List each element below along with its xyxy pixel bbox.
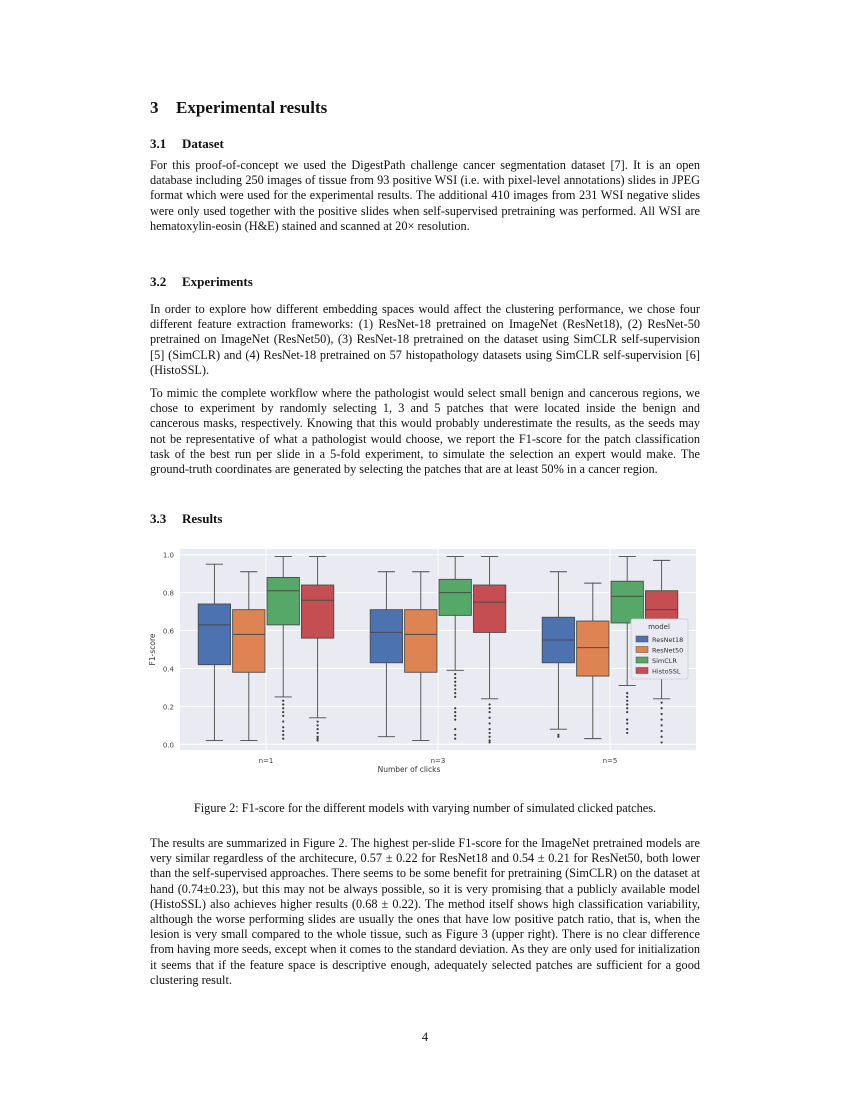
section-heading xyxy=(150,98,327,118)
y-tick-label: 0.0 xyxy=(162,741,174,750)
subsection-number: 3.2 xyxy=(150,274,167,289)
legend-swatch xyxy=(636,668,648,674)
box-flier xyxy=(282,715,284,717)
box-simclr xyxy=(439,579,471,615)
subsection-title: Results xyxy=(182,511,223,526)
box-flier xyxy=(661,701,663,703)
box-resnet50 xyxy=(233,610,265,673)
paragraph-results: The results are summarized in Figure 2. The highest per-slide F1-score for the ImageNet pretrained models are very similar regardless of the architecure, 0.57 ± 0.22 for ResNet18 and 0.54 ± 0.21 for ResNet50, both lower than the self-supervised approaches. There seems to be some benefit for pretraining (SimCLR) on the dataset at hand (0.74±0.23), but this may not be always possible, so it is very promising that a publicly available model (HistoSSL) also achieves higher results (0.68 ± 0.22). The method itself shows high classification variability, although the worse performing slides are usually the ones that have low positive patch ratio, that is, when the lesion is very small compared to the whole tissue, such as Figure 3 (upper right). There is no clear difference from having more seeds, except when it comes to the standard deviation. As they are only used for initialization it seems that if the feature space is descriptive enough, adequately selected patches are sufficient for a good clustering result. xyxy=(150,836,700,987)
box-flier xyxy=(626,700,628,702)
box-flier xyxy=(489,741,491,743)
paragraph-dataset: For this proof-of-concept we used the DigestPath challenge cancer segmentation dataset [7]. It is an open database including 250 images of tissue from 93 positive WSI (i.e. with pixel-level annotations) slides in JPEG format which were used for the experimental results. The additional 410 images from 231 WSI negative slides were only used together with the positive slides when self-supervised pretraining was performed. All WSI are hematoxylin-eosin (H&E) stained and scanned at 20× resolution. xyxy=(150,158,700,233)
box-resnet50 xyxy=(405,610,437,673)
box-flier xyxy=(626,703,628,705)
box-flier xyxy=(661,730,663,732)
boxplot-chart xyxy=(143,545,698,777)
box-flier xyxy=(557,736,559,738)
box-flier xyxy=(626,711,628,713)
box-flier xyxy=(454,738,456,740)
box-flier xyxy=(454,711,456,713)
legend-label: ResNet50 xyxy=(652,646,684,655)
y-tick-label: 0.4 xyxy=(162,665,174,674)
legend-label: HistoSSL xyxy=(652,667,681,676)
subsection-title: Experiments xyxy=(182,274,253,289)
box-flier xyxy=(282,711,284,713)
box-flier xyxy=(489,739,491,741)
subsection-heading-results xyxy=(150,511,222,527)
legend-swatch xyxy=(636,647,648,653)
box-flier xyxy=(454,673,456,675)
box-simclr xyxy=(611,581,643,623)
box-flier xyxy=(317,720,319,722)
legend-swatch xyxy=(636,636,648,642)
subsection-heading-dataset xyxy=(150,136,224,152)
box-flier xyxy=(282,734,284,736)
box-flier xyxy=(661,707,663,709)
legend-title: model xyxy=(648,623,670,631)
subsection-number: 3.1 xyxy=(150,136,167,151)
subsection-title: Dataset xyxy=(182,136,224,151)
box-flier xyxy=(454,734,456,736)
box-flier xyxy=(489,732,491,734)
box-flier xyxy=(317,724,319,726)
box-flier xyxy=(454,719,456,721)
y-tick-label: 0.6 xyxy=(162,627,174,636)
paragraph-experiments-1: In order to explore how different embedding spaces would affect the clustering performance, we chose four different feature extraction frameworks: (1) ResNet-18 pretrained on ImageNet (ResNet18), (2) ResNet-50 pretrained on ImageNet (ResNet50), (3) ResNet-18 pretrained on the dataset using SimCLR self-supervision [5] (SimCLR) and (4) ResNet-18 pretrained on 57 histopathology datasets using SimCLR self-supervision [6] (HistoSSL). xyxy=(150,302,700,377)
box-flier xyxy=(282,726,284,728)
box-flier xyxy=(454,696,456,698)
box-flier xyxy=(626,728,628,730)
box-flier xyxy=(282,738,284,740)
legend-label: ResNet18 xyxy=(652,636,684,644)
box-flier xyxy=(661,724,663,726)
box-flier xyxy=(489,711,491,713)
box-flier xyxy=(557,734,559,736)
box-flier xyxy=(626,732,628,734)
box-flier xyxy=(626,722,628,724)
box-flier xyxy=(317,732,319,734)
section-number: 3 xyxy=(150,98,159,117)
box-flier xyxy=(661,741,663,743)
box-histossl xyxy=(301,585,333,638)
page-number: 4 xyxy=(421,1030,429,1044)
box-flier xyxy=(626,696,628,698)
box-flier xyxy=(489,707,491,709)
box-flier xyxy=(489,703,491,705)
box-flier xyxy=(454,728,456,730)
box-simclr xyxy=(267,577,299,624)
section-title: Experimental results xyxy=(176,98,328,117)
y-tick-label: 0.8 xyxy=(162,589,174,598)
box-flier xyxy=(282,720,284,722)
legend-label: SimCLR xyxy=(652,657,677,665)
y-tick-label: 1.0 xyxy=(162,551,174,560)
figure-2 xyxy=(143,545,698,777)
box-flier xyxy=(282,700,284,702)
box-flier xyxy=(454,684,456,686)
box-flier xyxy=(454,681,456,683)
box-flier xyxy=(454,715,456,717)
paragraph-experiments-2: To mimic the complete workflow where the pathologist would select small benign and cancerous regions, we chose to experiment by randomly selecting 1, 3 and 5 patches that were located inside the benign and cancerous masks, respectively. Knowing that this would probably underestimate the results, as the seeds may not be representative of what a pathologist would choose, we report the F1-score for the patch classification task of the best run per slide in a 5-fold experiment, to simulate the selection an expert would make. The ground-truth coordinates are generated by selecting the patches that are at least 50% in a cancer region. xyxy=(150,386,700,477)
subsection-number: 3.3 xyxy=(150,511,167,526)
box-flier xyxy=(489,728,491,730)
box-flier xyxy=(317,728,319,730)
box-flier xyxy=(317,738,319,740)
box-flier xyxy=(454,688,456,690)
y-axis-label: F1-score xyxy=(148,633,157,666)
box-flier xyxy=(489,736,491,738)
x-axis-label: Number of clicks xyxy=(377,765,441,774)
y-tick-label: 0.2 xyxy=(162,703,174,712)
box-histossl xyxy=(473,585,505,632)
box-flier xyxy=(489,722,491,724)
box-flier xyxy=(282,730,284,732)
figure-caption: Figure 2: F1-score for the different models with varying number of simulated clicked patches. xyxy=(193,801,657,815)
box-flier xyxy=(626,707,628,709)
x-tick-label: n=3 xyxy=(430,757,446,765)
box-flier xyxy=(454,692,456,694)
box-flier xyxy=(317,739,319,741)
x-tick-label: n=5 xyxy=(602,757,618,765)
box-flier xyxy=(661,736,663,738)
box-flier xyxy=(454,707,456,709)
box-flier xyxy=(282,707,284,709)
box-flier xyxy=(661,719,663,721)
x-tick-label: n=1 xyxy=(258,757,274,765)
box-flier xyxy=(489,717,491,719)
subsection-heading-experiments xyxy=(150,274,253,290)
box-flier xyxy=(661,713,663,715)
box-resnet50 xyxy=(577,621,609,676)
box-flier xyxy=(626,719,628,721)
box-resnet18 xyxy=(370,610,402,663)
box-flier xyxy=(626,692,628,694)
legend-swatch xyxy=(636,657,648,663)
box-resnet18 xyxy=(198,604,230,665)
box-flier xyxy=(282,703,284,705)
box-flier xyxy=(454,677,456,679)
box-flier xyxy=(317,736,319,738)
